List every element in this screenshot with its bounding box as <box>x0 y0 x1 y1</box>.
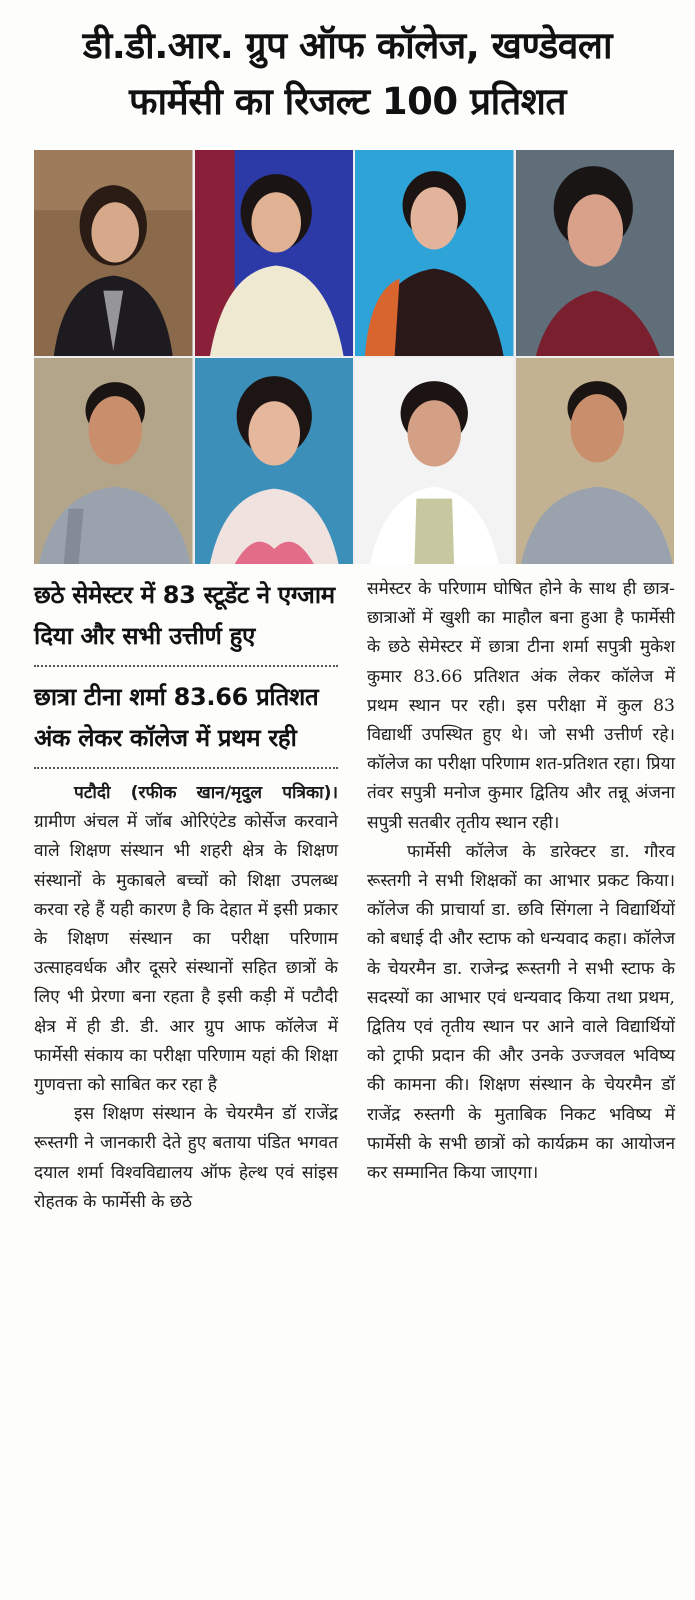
student-photo-grid <box>34 150 674 564</box>
dotted-divider <box>34 767 338 769</box>
headline-line-1: डी.डी.आर. ग्रुप ऑफ कॉलेज, खण्डेवला <box>82 24 613 67</box>
dotted-divider <box>34 665 338 667</box>
student-photo <box>516 358 675 564</box>
subheading-exam-result: छठे सेमेस्टर में 83 स्टूडेंट ने एग्जाम दिया और सभी उत्तीर्ण हुए <box>34 581 335 650</box>
student-photo <box>355 150 514 356</box>
byline: पटौदी (रफीक खान/मृदुल पत्रिका)। <box>74 783 338 803</box>
article-text: ग्रामीण अंचल में जॉब ओरिएंटेड कोर्सेज करवाने वाले शिक्षण संस्थान भी शहरी क्षेत्र के शिक्षण संस्थानों के मुकाबले बच्चों को शिक्षा उपलब्ध करवा रहे हैं यही कारण है कि देहात में इसी प्रकार के शिक्षण संस्थान का परीक्षा परिणाम उत्साहवर्धक और दूसरे संस्थानों सहित छात्रों के लिए भी प्रेरणा बना रहता है इसी कड़ी में पटौदी क्षेत्र में ही डी. डी. आर ग्रुप आफ कॉलेज में फार्मेसी संकाय का परीक्षा परिणाम यहां की शिक्षा गुणवत्ता को साबित कर रहा है <box>34 812 338 1096</box>
left-column <box>34 575 338 1217</box>
student-photo <box>34 358 193 564</box>
article-paragraph: इस शिक्षण संस्थान के चेयरमैन डॉ राजेंद्र रूस्तगी ने जानकारी देते हुए बताया पंडित भगवत दयाल शर्मा विश्वविद्यालय ऑफ हेल्थ एवं सांइस रोहतक के फार्मेसी के छठे <box>34 1104 338 1212</box>
student-photo <box>195 150 354 356</box>
student-photo <box>195 358 354 564</box>
student-photo <box>34 150 193 356</box>
headline <box>0 18 695 130</box>
subheading-topper: छात्रा टीना शर्मा 83.66 प्रतिशत अंक लेकर कॉलेज में प्रथम रही <box>34 683 319 752</box>
student-photo <box>516 150 675 356</box>
student-photo <box>355 358 514 564</box>
article-paragraph: फार्मेसी कॉलेज के डारेक्टर डा. गौरव रूस्तगी ने सभी शिक्षकों का आभार प्रकट किया। कॉलेज की प्राचार्या डा. छवि सिंगला ने विद्यार्थियों को बधाई दी और स्टाफ को धन्यवाद कहा। कॉलेज के चेयरमैन डा. राजेन्द्र रूस्तगी ने सभी स्टाफ के सदस्यों का आभार एवं धन्यवाद किया तथा प्रथम, द्वितिय एवं तृतीय स्थान पर आने वाले विद्यार्थियों को ट्राफी प्रदान की और उनके उज्जवल भविष्य की कामना की। शिक्षण संस्थान के चेयरमैन डॉ राजेंद्र रुस्तगी के मुताबिक निकट भविष्य में फार्मेसी के सभी छात्रों को कार्यक्रम का आयोजन कर सम्मानित किया जाएगा। <box>367 841 675 1184</box>
right-column <box>367 575 675 1188</box>
article-paragraph <box>34 779 338 1100</box>
headline-line-2: फार्मेसी का रिजल्ट 100 प्रतिशत <box>128 80 566 123</box>
article-paragraph: समेस्टर के परिणाम घोषित होने के साथ ही छात्र-छात्राओं में खुशी का माहौल बना हुआ है फार्मेसी के छठे सेमेस्टर में छात्रा टीना शर्मा सपुत्री मुकेश कुमार 83.66 प्रतिशत अंक लेकर कॉलेज में प्रथम स्थान पर रही। इस परीक्षा में कुल 83 विद्यार्थी उपस्थित हुए थे। जो सभी उत्तीर्ण रहे। कॉलेज का परीक्षा परिणाम शत-प्रतिशत रहा। प्रिया तंवर सपुत्री मनोज कुमार द्वितिय और तन्नू अंजना सपुत्री सतबीर तृतीय स्थान रही। <box>367 579 675 833</box>
